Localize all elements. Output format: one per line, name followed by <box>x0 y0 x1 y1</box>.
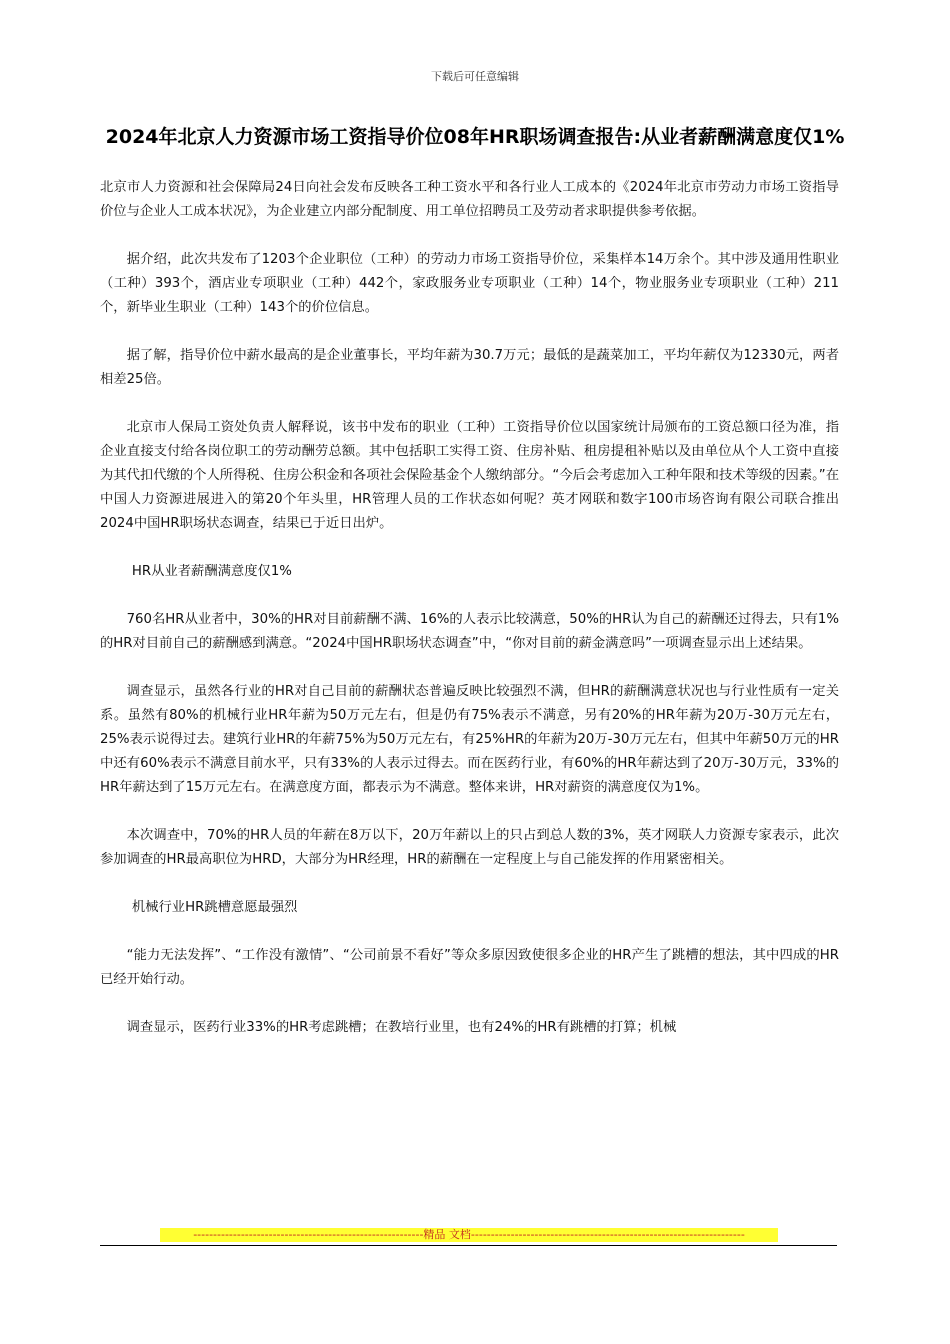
paragraph-intro: 北京市人力资源和社会保障局24日向社会发布反映各工种工资水平和各行业人工成本的《2024年北京市劳动力市场工资指导价位与企业人工成本状况》，为企业建立内部分配制度、用工单位招聘员工及劳动者求职提供参考依据。 <box>100 180 839 219</box>
document-title: 2024年北京人力资源市场工资指导价位08年HR职场调查报告:从业者薪酬满意度仅1% <box>105 126 845 148</box>
section-heading-job-hopping: 机械行业HR跳槽意愿最强烈 <box>131 900 298 915</box>
section-heading-satisfaction: HR从业者薪酬满意度仅1% <box>131 564 292 579</box>
paragraph-satisfaction-survey: 760名HR从业者中，30%的HR对目前薪酬不满、16%的人表示比较满意，50%的HR认为自己的薪酬还过得去，只有1%的HR对目前自己的薪酬感到满意。“2024中国HR职场状态调查”中，“你对目前的薪金满意吗”一项调查显示出上述结果。 <box>100 612 839 651</box>
paragraph-job-hopping-stats: 调查显示，医药行业33%的HR考虑跳槽；在教培行业里，也有24%的HR有跳槽的打算；机械 <box>126 1020 677 1035</box>
header-note: 下载后可任意编辑 <box>431 70 519 83</box>
paragraph-highest-lowest: 据了解，指导价位中薪水最高的是企业董事长，平均年薪为30.7万元；最低的是蔬菜加工，平均年薪仅为12330元，两者相差25倍。 <box>100 348 839 387</box>
document-body <box>100 176 839 1064</box>
paragraph-job-hopping-reasons: “能力无法发挥”、“工作没有激情”、“公司前景不看好”等众多原因致使很多企业的HR产生了跳槽的想法，其中四成的HR已经开始行动。 <box>100 948 839 987</box>
footer-divider <box>100 1245 837 1246</box>
footer-watermark: ----------------------------------------------------------精品 文档--------------------------------------------------------------------- <box>160 1228 778 1242</box>
paragraph-salary-distribution: 本次调查中，70%的HR人员的年薪在8万以下，20万年薪以上的只占到总人数的3%，英才网联人力资源专家表示，此次参加调查的HR最高职位为HRD，大部分为HR经理，HR的薪酬在一定程度上与自己能发挥的作用紧密相关。 <box>100 828 839 867</box>
paragraph-release-details: 据介绍，此次共发布了1203个企业职位（工种）的劳动力市场工资指导价位，采集样本14万余个。其中涉及通用性职业（工种）393个，酒店业专项职业（工种）442个，家政服务业专项职业（工种）14个，物业服务业专项职业（工种）211个，新毕业生职业（工种）143个的价位信息。 <box>100 252 839 315</box>
paragraph-industry-comparison: 调查显示，虽然各行业的HR对自己目前的薪酬状态普遍反映比较强烈不满，但HR的薪酬满意状况也与行业性质有一定关系。虽然有80%的机械行业HR年薪为50万元左右，但是仍有75%表示不满意，另有20%的HR年薪为20万-30万元左右，25%表示说得过去。建筑行业HR的年薪75%为50万元左右，有25%HR的年薪为20万-30万元左右，但其中年薪50万元的HR中还有60%表示不满意目前水平，只有33%的人表示过得去。而在医药行业，有60%的HR年薪达到了20万-30万元，33%的HR年薪达到了15万元左右。在满意度方面，都表示为不满意。整体来讲，HR对薪资的满意度仅为1%。 <box>100 684 839 795</box>
paragraph-explanation: 北京市人保局工资处负责人解释说，该书中发布的职业（工种）工资指导价位以国家统计局颁布的工资总额口径为准，指企业直接支付给各岗位职工的劳动酬劳总额。其中包括职工实得工资、住房补贴、租房提租补贴以及由单位从个人工资中直接为其代扣代缴的个人所得税、住房公积金和各项社会保险基金个人缴纳部分。“今后会考虑加入工种年限和技术等级的因素。”在中国人力资源进展进入的第20个年头里，HR管理人员的工作状态如何呢？英才网联和数字100市场咨询有限公司联合推出2024中国HR职场状态调查，结果已于近日出炉。 <box>100 420 839 531</box>
